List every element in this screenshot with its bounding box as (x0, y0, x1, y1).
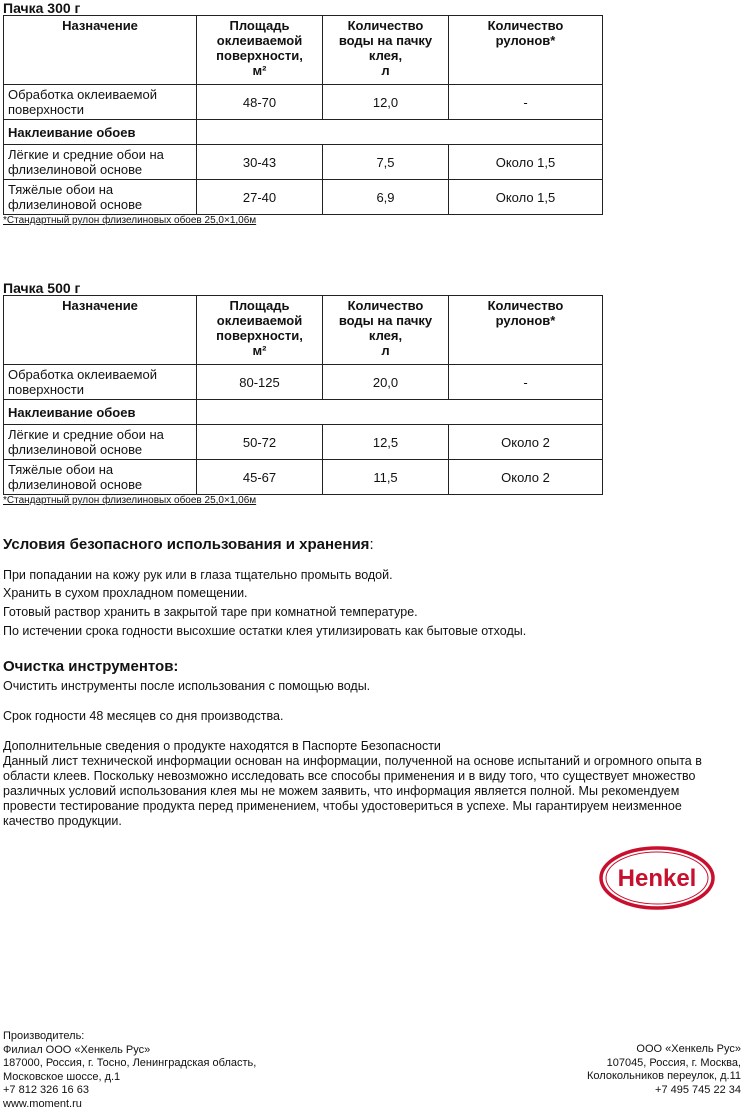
cell-area: 27-40 (197, 180, 323, 215)
cell-rolls: Около 2 (449, 460, 603, 495)
table-row (4, 425, 603, 460)
table-title-500: Пачка 500 г (3, 280, 81, 296)
cell-water: 12,5 (323, 425, 449, 460)
header-water: Количество воды на пачку клея, л (323, 296, 449, 365)
group-empty (197, 400, 603, 425)
table-row (4, 145, 603, 180)
cell-water: 12,0 (323, 85, 449, 120)
table-row (4, 460, 603, 495)
cleaning-heading: Очистка инструментов: (3, 658, 179, 675)
row-label: Тяжёлые обои на флизелиновой основе (4, 180, 197, 215)
header-water: Количество воды на пачку клея, л (323, 16, 449, 85)
table-300g (3, 15, 603, 215)
header-purpose: Назначение (4, 296, 197, 365)
table-row (4, 365, 603, 400)
header-purpose: Назначение (4, 16, 197, 85)
cell-area: 48-70 (197, 85, 323, 120)
cell-area: 50-72 (197, 425, 323, 460)
cell-rolls: - (449, 365, 603, 400)
safety-text-3: Готовый раствор хранить в закрытой таре при комнатной температуре. (3, 605, 418, 619)
cell-water: 11,5 (323, 460, 449, 495)
safety-text-4: По истечении срока годности высохшие остатки клея утилизировать как бытовые отходы. (3, 624, 527, 638)
header-rolls: Количество рулонов* (449, 296, 603, 365)
table-group-row (4, 400, 603, 425)
table-group-row (4, 120, 603, 145)
website-link[interactable]: www.moment.ru (3, 1097, 82, 1110)
group-label: Наклеивание обоев (4, 120, 197, 145)
table-title-300: Пачка 300 г (3, 0, 81, 16)
cell-rolls: Около 2 (449, 425, 603, 460)
group-empty (197, 120, 603, 145)
cell-rolls: Около 1,5 (449, 180, 603, 215)
row-label: Лёгкие и средние обои на флизелиновой основе (4, 145, 197, 180)
row-label: Тяжёлые обои на флизелиновой основе (4, 460, 197, 495)
row-label: Обработка оклеиваемой поверхности (4, 365, 197, 400)
table-header-row (4, 296, 603, 365)
row-label: Обработка оклеиваемой поверхности (4, 85, 197, 120)
cell-water: 6,9 (323, 180, 449, 215)
table-header-row (4, 16, 603, 85)
table-row (4, 180, 603, 215)
cleaning-text: Очистить инструменты после использования с помощью воды. (3, 679, 371, 693)
group-label: Наклеивание обоев (4, 400, 197, 425)
logo-text: Henkel (617, 865, 697, 892)
row-label: Лёгкие и средние обои на флизелиновой основе (4, 425, 197, 460)
cell-water: 20,0 (323, 365, 449, 400)
table-500g (3, 295, 603, 495)
footnote-500: *Стандартный рулон флизелиновых обоев 25,0×1,06м (3, 495, 257, 506)
cell-area: 30-43 (197, 145, 323, 180)
company-info: ООО «Хенкель Рус» 107045, Россия, г. Москва, Колокольников переулок, д.11 +7 495 745 22 34 (587, 1043, 741, 1096)
safety-text-2: Хранить в сухом прохладном помещении. (3, 586, 248, 600)
safety-text-1: При попадании на кожу рук или в глаза тщательно промыть водой. (3, 568, 393, 582)
safety-heading: Условия безопасного использования и хранения: (3, 536, 374, 553)
header-rolls: Количество рулонов* (449, 16, 603, 85)
cell-area: 45-67 (197, 460, 323, 495)
table-row (4, 85, 603, 120)
cell-rolls: - (449, 85, 603, 120)
manufacturer-info: Производитель: Филиал ООО «Хенкель Рус» 187000, Россия, г. Тосно, Ленинградская область, Московское шоссе, д.1 +7 812 326 16 63 www.moment.ru (3, 1030, 257, 1110)
header-area: Площадь оклеиваемой поверхности, м² (197, 296, 323, 365)
henkel-logo (598, 845, 716, 911)
cell-rolls: Около 1,5 (449, 145, 603, 180)
shelf-life: Срок годности 48 месяцев со дня производства. (3, 709, 284, 723)
footnote-300: *Стандартный рулон флизелиновых обоев 25,0×1,06м (3, 215, 257, 226)
cell-water: 7,5 (323, 145, 449, 180)
header-area: Площадь оклеиваемой поверхности, м² (197, 16, 323, 85)
cell-area: 80-125 (197, 365, 323, 400)
additional-info: Дополнительные сведения о продукте находятся в Паспорте Безопасности Данный лист технической информации основан на информации, полученной на основе испытаний и огромного опыта в области клеев. Поскольку невозможно исследовать все способы применения и в виду того, что существует множество различных условий использования клея мы не можем заявить, что информация является полной. Мы рекомендуем провести тестирование продукта перед применением, чтобы удостовериться в успехе. Мы гарантируем неизменное качество продукции. (3, 739, 702, 828)
